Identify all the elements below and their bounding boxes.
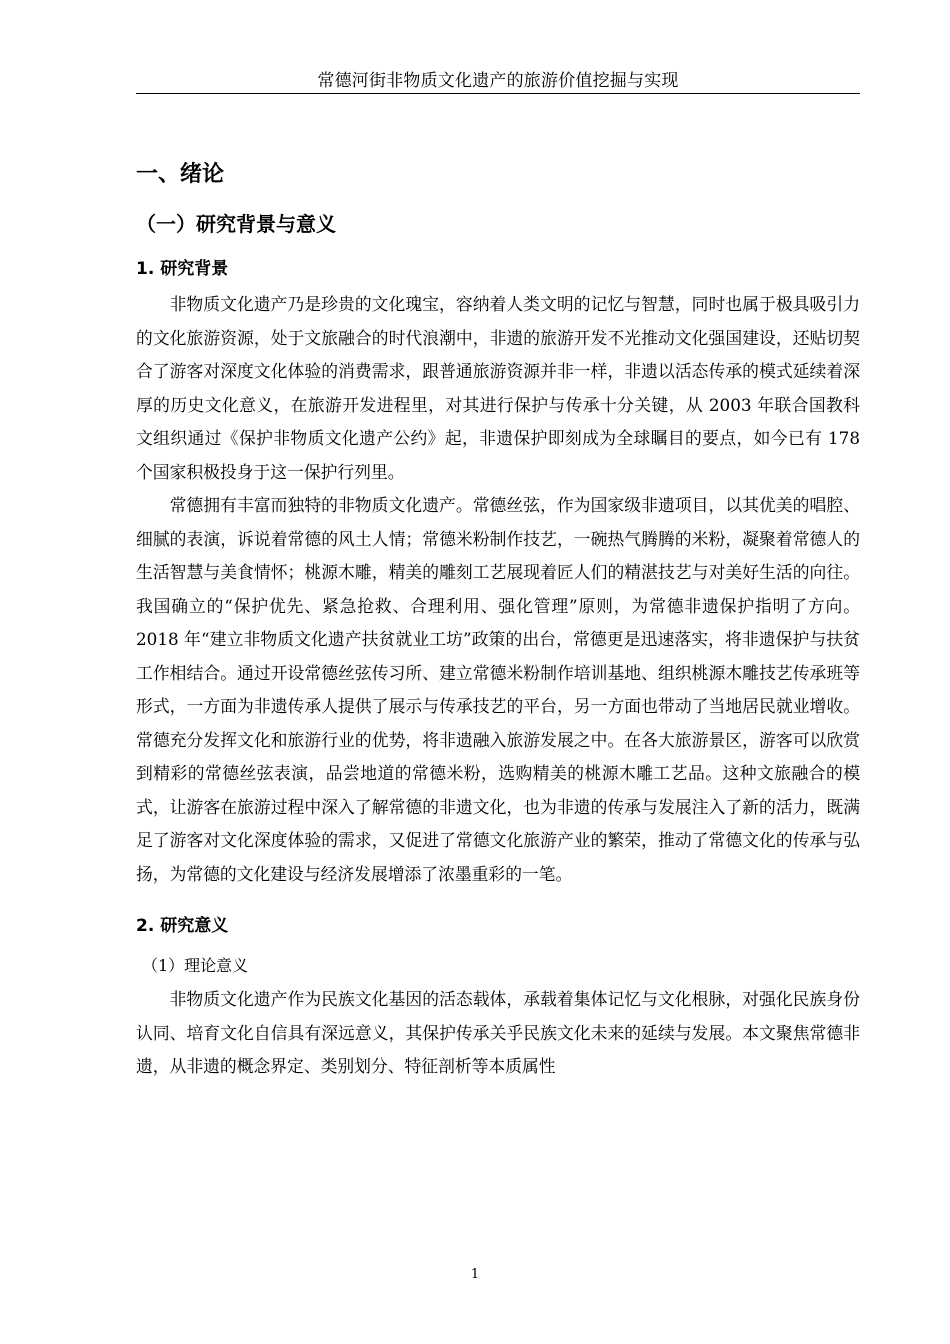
header-rule <box>136 93 860 94</box>
background-paragraph-1: 非物质文化遗产乃是珍贵的文化瑰宝，容纳着人类文明的记忆与智慧，同时也属于极具吸引力的文化旅游资源，处于文旅融合的时代浪潮中，非遗的旅游开发不光推动文化强国建设，还贴切契合了游客对深度文化体验的消费需求，跟普通旅游资源并非一样，非遗以活态传承的模式延续着深厚的历史文化意义，在旅游开发进程里，对其进行保护与传承十分关键，从 2003 年联合国教科文组织通过《保护非物质文化遗产公约》起，非遗保护即刻成为全球瞩目的要点，如今已有 178 个国家积极投身于这一保护行列里。 <box>136 294 860 482</box>
page-number: 1 <box>470 1267 480 1282</box>
subsection-heading-significance: 2. 研究意义 <box>136 916 229 936</box>
theory-significance-heading: （1）理论意义 <box>142 956 249 975</box>
chapter-title: 一、绪论 <box>136 162 225 187</box>
background-paragraph-2: 常德拥有丰富而独特的非物质文化遗产。常德丝弦，作为国家级非遗项目，以其优美的唱腔、细腻的表演，诉说着常德的风土人情；常德米粉制作技艺，一碗热气腾腾的米粉，凝聚着常德人的生活智慧与美食情怀；桃源木雕，精美的雕刻工艺展现着匠人们的精湛技艺与对美好生活的向往。我国确立的“保护优先、紧急抢救、合理利用、强化管理”原则，为常德非遗保护指明了方向。2018 年“建立非物质文化遗产扶贫就业工坊”政策的出台，常德更是迅速落实，将非遗保护与扶贫工作相结合。通过开设常德丝弦传习所、建立常德米粉制作培训基地、组织桃源木雕技艺传承班等形式，一方面为非遗传承人提供了展示与传承技艺的平台，另一方面也带动了当地居民就业增收。常德充分发挥文化和旅游行业的优势，将非遗融入旅游发展之中。在各大旅游景区，游客可以欣赏到精彩的常德丝弦表演，品尝地道的常德米粉，选购精美的桃源木雕工艺品。这种文旅融合的模式，让游客在旅游过程中深入了解常德的非遗文化，也为非遗的传承与发展注入了新的活力，既满足了游客对文化深度体验的需求，又促进了常德文化旅游产业的繁荣，推动了常德文化的传承与弘扬，为常德的文化建设与经济发展增添了浓墨重彩的一笔。 <box>136 495 860 884</box>
running-header: 常德河街非物质文化遗产的旅游价值挖掘与实现 <box>317 71 679 91</box>
theory-significance-paragraph: 非物质文化遗产作为民族文化基因的活态载体，承载着集体记忆与文化根脉，对强化民族身份认同、培育文化自信具有深远意义，其保护传承关乎民族文化未来的延续与发展。本文聚焦常德非遗，从非遗的概念界定、类别划分、特征剖析等本质属性 <box>136 989 860 1076</box>
subsection-heading-background: 1. 研究背景 <box>136 259 229 279</box>
page-body <box>136 154 860 1084</box>
section-title: （一）研究背景与意义 <box>136 212 336 236</box>
